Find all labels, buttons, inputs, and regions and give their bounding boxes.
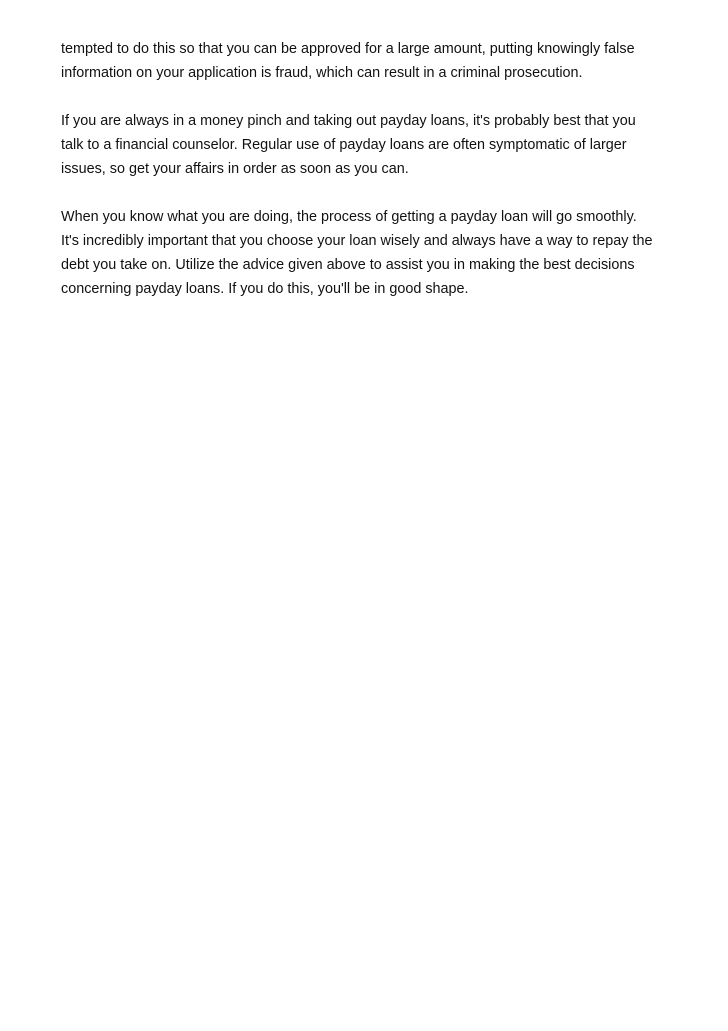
paragraph-line: When you know what you are doing, the process of getting a payday loan will go smoothly. (61, 209, 637, 225)
paragraph-line: If you are always in a money pinch and taking out payday loans, it's probably best that you (61, 113, 636, 129)
document-body (61, 37, 673, 325)
paragraph-line: information on your application is fraud, which can result in a criminal prosecution. (61, 65, 583, 81)
paragraph-financial-counselor (61, 109, 673, 181)
paragraph-line: concerning payday loans. If you do this, you'll be in good shape. (61, 281, 469, 297)
paragraph-line: issues, so get your affairs in order as soon as you can. (61, 161, 409, 177)
paragraph-line: talk to a financial counselor. Regular use of payday loans are often symptomatic of larger (61, 137, 627, 153)
paragraph-line: debt you take on. Utilize the advice given above to assist you in making the best decisions (61, 257, 635, 273)
paragraph-conclusion (61, 205, 673, 301)
paragraph-line: tempted to do this so that you can be approved for a large amount, putting knowingly false (61, 41, 635, 57)
paragraph-fraud-warning (61, 37, 673, 85)
paragraph-line: It's incredibly important that you choose your loan wisely and always have a way to repay the (61, 233, 653, 249)
